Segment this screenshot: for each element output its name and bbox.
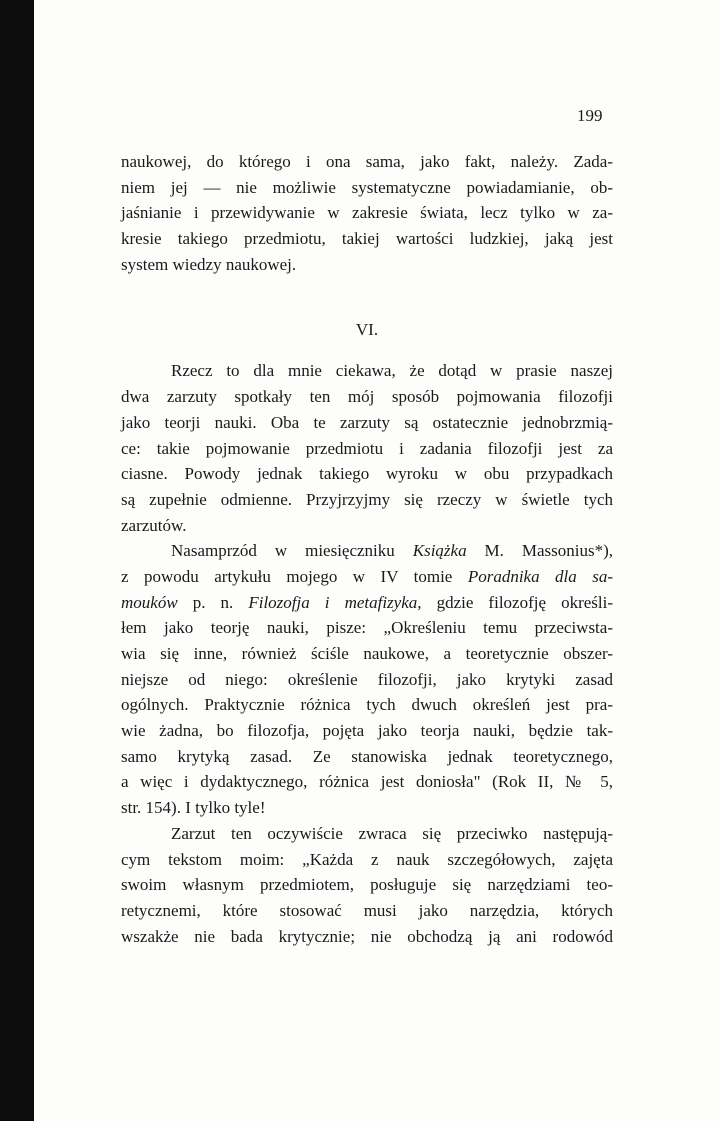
text-line: ciasne. Powody jednak takiego wyroku w obu przypadkach (121, 464, 613, 484)
article-title: Filozofja i metafizyka, (248, 592, 422, 612)
text-run: gdzie filozofję określi- (421, 592, 613, 612)
text-line: swoim własnym przedmiotem, posługuje się narzędziami teo- (121, 875, 613, 895)
journal-title: Książka (412, 541, 467, 561)
section-heading: VI. (355, 320, 379, 340)
text-line: są zupełnie odmienne. Przyjrzyjmy się rzeczy w świetle tych (121, 489, 613, 509)
text-line: kresie takiego przedmiotu, takiej wartości ludzkiej, jaką jest (121, 229, 613, 249)
text-line: jako teorji nauki. Oba te zarzuty są ostatecznie jednobrzmią- (121, 412, 613, 432)
text-line: cym tekstom moim: „Każda z nauk szczegółowych, zajęta (121, 849, 613, 869)
text-line: łem jako teorję nauki, pisze: „Określeniu temu przeciwsta- (121, 618, 613, 638)
text-line: system wiedzy naukowej. (121, 254, 297, 274)
text-line: a więc i dydaktycznego, różnica jest doniosła" (Rok II, № 5, (121, 772, 613, 792)
text-line: ce: takie pojmowanie przedmiotu i zadania filozofji jest za (121, 438, 613, 458)
text-line: wia się inne, również ściśle naukowe, a teoretycznie obszer- (121, 644, 613, 663)
text-line: ogólnych. Praktycznie różnica tych dwuch określeń jest pra- (121, 695, 613, 715)
text-line (121, 590, 613, 616)
text-line: zarzutów. (121, 515, 187, 535)
text-line: niejsze od niego: określenie filozofji, jako krytyki zasad (121, 669, 613, 689)
text-line (121, 538, 613, 564)
text-line: str. 154). I tylko tyle! (121, 798, 266, 818)
text-line: jaśnianie i przewidywanie w zakresie świata, lecz tylko w za- (121, 203, 613, 223)
text-line: niem jej — nie możliwie systematyczne powiadamianie, ob- (121, 177, 613, 197)
text-line: wszakże nie bada krytycznie; nie obchodzą ją ani rodowód (121, 926, 613, 946)
text-run: z powodu artykułu mojego w IV tomie (121, 566, 468, 586)
book-title: mouków (121, 592, 178, 612)
text-run: p. n. (177, 592, 249, 612)
page-number: 199 (577, 106, 603, 125)
body-text (121, 149, 613, 949)
text-line (121, 564, 613, 590)
text-run: Nasamprzód w miesięczniku (171, 541, 413, 561)
text-line: Rzecz to dla mnie ciekawa, że dotąd w prasie naszej (171, 361, 613, 381)
book-title: Poradnika dla sa- (467, 566, 613, 586)
text-line: naukowej, do którego i ona sama, jako fakt, należy. Zada- (121, 152, 613, 171)
text-line: samo krytyką zasad. Ze stanowiska jednak teoretycznego, (121, 746, 613, 766)
scan-dark-edge (0, 0, 34, 1121)
text-line: wie żadna, bo filozofja, pojęta jako teorja nauki, będzie tak- (121, 721, 613, 741)
text-run: M. Massonius*), (466, 541, 613, 561)
text-line: Zarzut ten oczywiście zwraca się przeciwko następują- (171, 823, 613, 843)
text-line: dwa zarzuty spotkały ten mój sposób pojmowania filozofji (121, 387, 613, 407)
text-line: retycznemi, które stosować musi jako narzędzia, których (121, 900, 613, 920)
